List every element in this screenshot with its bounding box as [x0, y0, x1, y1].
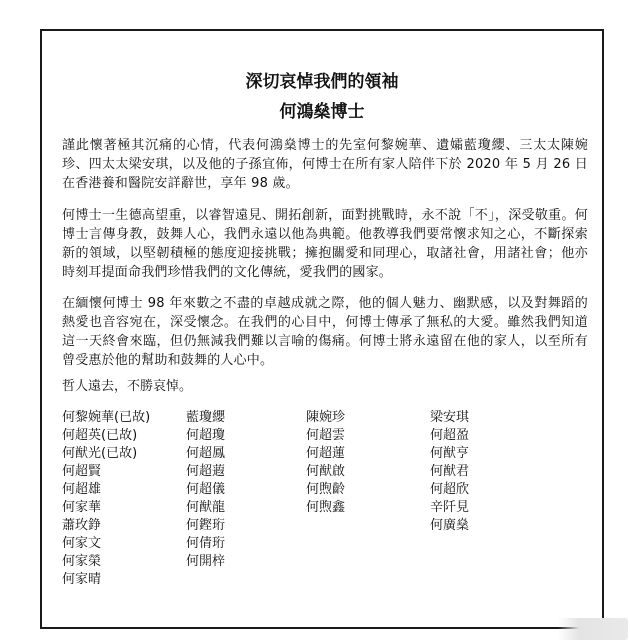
signatory-name: 何超盈 — [430, 428, 470, 443]
signatory-name: 何超蕸 — [186, 464, 226, 479]
obituary-notice — [40, 29, 604, 629]
signatory-name: 何廣燊 — [430, 518, 470, 533]
signatory-column-2 — [186, 409, 225, 571]
signatory-name: 何超瓊 — [186, 428, 226, 443]
signatory-name: 何猷君 — [430, 464, 470, 479]
signatory-name: 何黎婉華(已故) — [62, 410, 151, 425]
signatory-name: 梁安琪 — [430, 410, 470, 425]
signatory-column-1 — [62, 409, 150, 589]
signatory-name: 何猷光(已故) — [62, 446, 138, 461]
signatory-list — [62, 409, 592, 589]
signatory-name: 何煦齡 — [306, 482, 346, 497]
signatory-name: 何超儀 — [186, 482, 226, 497]
signatory-name: 何超賢 — [62, 464, 102, 479]
signatory-name: 何猷亨 — [430, 446, 470, 461]
signatory-column-3 — [306, 409, 345, 517]
signatory-name: 何家文 — [62, 536, 102, 551]
signatory-name: 何倩珩 — [186, 536, 226, 551]
signatory-name: 何超英(已故) — [62, 428, 138, 443]
signatory-name: 何煦鑫 — [306, 500, 346, 515]
signatory-name: 何猷啟 — [306, 464, 346, 479]
signatory-name: 蕭玫錚 — [62, 518, 102, 533]
signatory-name: 何猷龍 — [186, 500, 226, 515]
signatory-name: 辛阡見 — [430, 500, 470, 515]
paragraph-legacy: 何博士一生德高望重，以睿智遠見、開拓創新，面對挑戰時，永不說「不」，深受敬重。何博士言傳身教，鼓舞人心，我們永遠以他為典範。他教導我們要常懷求知之心，不斷探索新的領域，以堅韌積極的態度迎接挑戰；擁抱關愛和同理心，取諸社會，用諸社會；他亦時刻耳提面命我們珍惜我們的文化傳統，愛我們的國家。 — [62, 208, 588, 280]
signatory-name: 何超欣 — [430, 482, 470, 497]
signatory-name: 何超鳳 — [186, 446, 226, 461]
notice-title: 深切哀悼我們的領袖 — [245, 72, 399, 92]
signatory-name: 何家榮 — [62, 554, 102, 569]
signatory-name: 何超雲 — [306, 428, 346, 443]
deceased-name: 何鴻燊博士 — [279, 102, 365, 122]
signatory-name: 何鏗珩 — [186, 518, 226, 533]
paragraph-remembrance: 在緬懷何博士 98 年來數之不盡的卓越成就之際，他的個人魅力、幽默感，以及對舞蹈的熱愛也音容宛在，深受懷念。在我們的心目中，何博士傳承了無私的大愛。雖然我們知道這一天終會來臨，但仍無減我們難以言喻的傷痛。何博士將永遠留在他的家人，以至所有曾受惠於他的幫助和鼓舞的人心中。 — [62, 296, 588, 368]
paragraph-announcement: 謹此懷著極其沉痛的心情，代表何鴻燊博士的先室何黎婉華、遺孀藍瓊纓、三太太陳婉珍、四太太梁安琪，以及他的子孫宜佈，何博士在所有家人陪伴下於 2020 年 5 月 26 日在香港養和醫院安詳辭世，享年 98 歲。 — [62, 138, 588, 191]
signatory-name: 藍瓊纓 — [186, 410, 226, 425]
signatory-column-4 — [430, 409, 469, 535]
signatory-name: 何開梓 — [186, 554, 226, 569]
signatory-name: 何家華 — [62, 500, 102, 515]
watermark — [558, 618, 628, 640]
signatory-name: 何家晴 — [62, 572, 102, 587]
signatory-name: 何超雄 — [62, 482, 102, 497]
closing-line: 哲人遠去，不勝哀悼。 — [62, 379, 193, 394]
signatory-name: 何超蓮 — [306, 446, 346, 461]
signatory-name: 陳婉珍 — [306, 410, 346, 425]
